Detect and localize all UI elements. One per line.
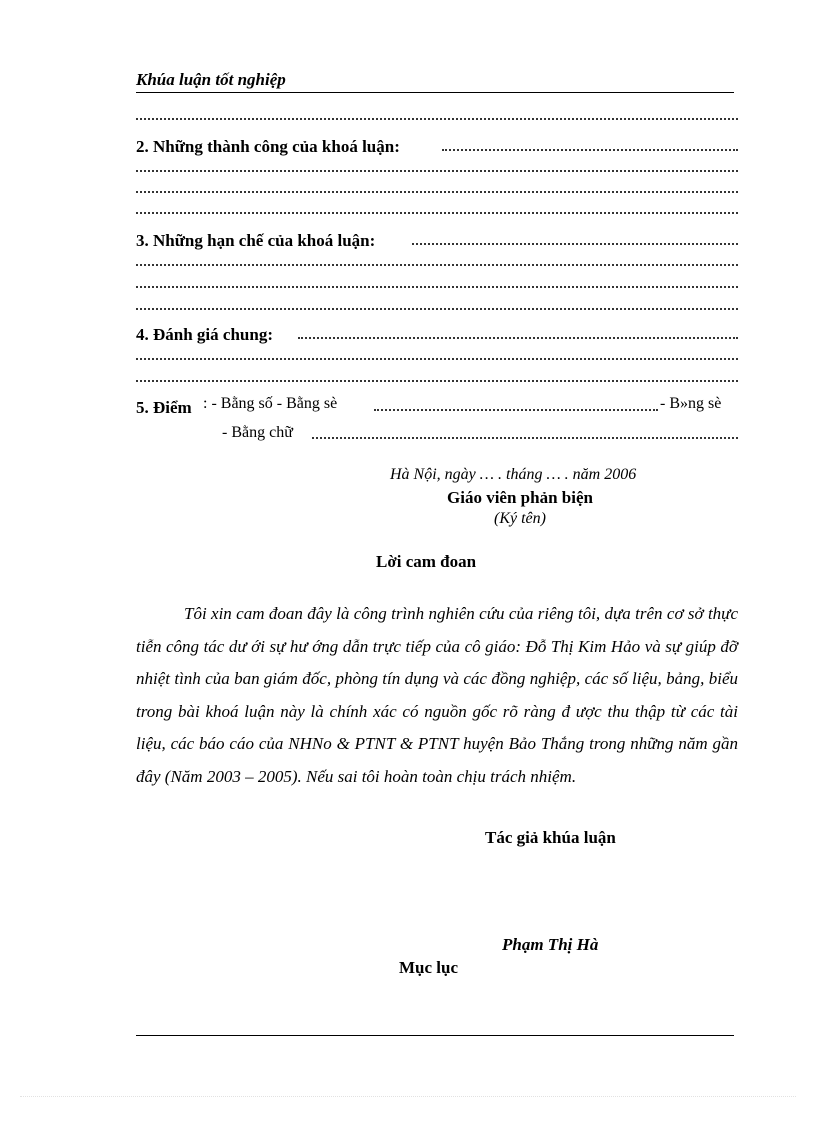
toc-title: Mục lục bbox=[399, 958, 459, 977]
dotted-line bbox=[136, 286, 738, 288]
dotted-line bbox=[136, 191, 738, 193]
running-header: Khúa luận tốt nghiệp bbox=[136, 70, 286, 89]
dotted-fill bbox=[374, 409, 658, 411]
page-break-dots bbox=[20, 1096, 796, 1097]
dotted-fill bbox=[442, 149, 738, 151]
mark-by-number-suffix: - B»ng sè bbox=[660, 395, 722, 412]
dotted-line bbox=[136, 212, 738, 214]
dotted-fill bbox=[312, 437, 738, 439]
author-name: Phạm Thị Hà bbox=[502, 935, 599, 954]
declaration-body: Tôi xin cam đoan đây là công trình nghiên cứu của riêng tôi, dựa trên cơ sở thực tiễn công tác dư ới sự hư ớng dẫn trực tiếp của cô giáo: Đỗ Thị Kim Hảo và sự giúp đỡ nhiệt tình của ban giám đốc, phòng tín dụng và các đồng nghiệp, các số liệu, bảng, biểu trong bài khoá luận này là chính xác có nguồn gốc rõ ràng đ ược thu thập từ các tài liệu, các báo cáo của NHNo & PTNT & PTNT huyện Bảo Thắng trong những năm gần đây (Năm 2003 – 2005). Nếu sai tôi hoàn toàn chịu trách nhiệm. bbox=[136, 604, 738, 786]
mark-by-number-label: : - Bằng số - Bằng sè bbox=[203, 395, 338, 412]
dotted-line bbox=[136, 358, 738, 360]
mark-by-words-label: - Bằng chữ bbox=[222, 424, 293, 441]
dotted-fill bbox=[412, 243, 738, 245]
dotted-line bbox=[136, 380, 738, 382]
section-5-heading: 5. Điểm bbox=[136, 398, 192, 417]
dotted-fill bbox=[298, 337, 738, 339]
section-3-heading: 3. Những hạn chế của khoá luận: bbox=[136, 231, 376, 250]
dotted-line bbox=[136, 170, 738, 172]
dotted-line bbox=[136, 264, 738, 266]
sign-note: (Ký tên) bbox=[494, 510, 546, 527]
author-label: Tác giả khúa luận bbox=[485, 828, 616, 847]
section-4-heading: 4. Đánh giá chung: bbox=[136, 325, 273, 344]
section-2-heading: 2. Những thành công của khoá luận: bbox=[136, 137, 400, 156]
declaration-title: Lời cam đoan bbox=[376, 552, 477, 571]
dotted-line bbox=[136, 118, 738, 120]
header-rule bbox=[136, 92, 734, 93]
dotted-line bbox=[136, 308, 738, 310]
footer-rule bbox=[136, 1035, 734, 1036]
reviewer-role: Giáo viên phản biện bbox=[447, 488, 593, 507]
date-line: Hà Nội, ngày … . tháng … . năm 2006 bbox=[390, 466, 637, 483]
